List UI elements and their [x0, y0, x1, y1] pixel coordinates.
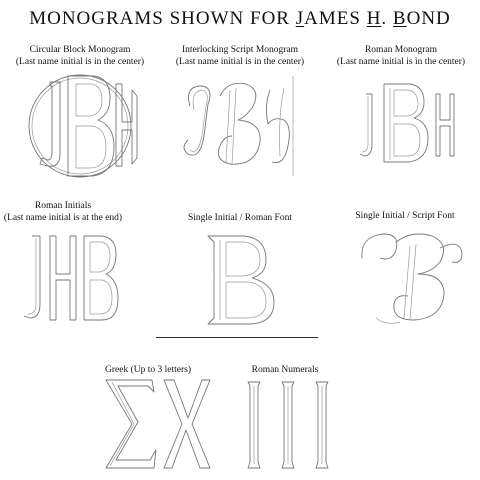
circular-block-monogram	[10, 74, 150, 178]
caption-roman-initials	[0, 200, 126, 224]
caption-roman-numerals-name: Roman Numerals	[251, 365, 319, 375]
roman-monogram	[358, 80, 458, 166]
caption-interlocking-script-name: Interlocking Script Monogram	[181, 45, 299, 55]
caption-single-script	[330, 210, 480, 222]
title-middle-rest: .	[381, 8, 393, 29]
title-last-rest: OND	[406, 8, 451, 29]
section-divider	[156, 337, 318, 338]
title-last-initial: B	[392, 8, 407, 29]
caption-roman-monogram-note: (Last name initial is in the center)	[336, 57, 466, 67]
caption-single-script-name: Single Initial / Script Font	[355, 211, 455, 221]
caption-single-roman-name: Single Initial / Roman Font	[188, 213, 292, 223]
caption-circular-block-name: Circular Block Monogram	[29, 45, 131, 55]
caption-interlocking-script	[160, 44, 320, 68]
title-first-rest: AMES	[304, 8, 367, 29]
single-roman-initial	[204, 232, 278, 326]
caption-single-roman	[160, 212, 320, 224]
roman-initials	[22, 234, 118, 324]
title-first-initial: J	[295, 8, 305, 29]
caption-circular-block	[0, 44, 160, 68]
caption-greek-name: Greek (Up to 3 letters)	[105, 365, 191, 375]
caption-interlocking-script-note: (Last name initial is in the center)	[175, 57, 305, 67]
caption-roman-numerals	[228, 364, 342, 376]
caption-roman-initials-note: (Last name initial is at the end)	[3, 213, 123, 223]
title-middle-initial: H	[366, 8, 382, 29]
caption-greek	[96, 364, 200, 376]
caption-roman-monogram	[322, 44, 480, 68]
title-prefix: MONOGRAMS SHOWN FOR	[29, 8, 296, 29]
interlocking-script-monogram	[180, 76, 300, 176]
caption-roman-monogram-name: Roman Monogram	[364, 45, 438, 55]
roman-numerals	[246, 380, 332, 470]
page-title	[0, 8, 480, 30]
caption-circular-block-note: (Last name initial is in the center)	[15, 57, 145, 67]
single-script-initial	[356, 228, 466, 328]
caption-roman-initials-name: Roman Initials	[34, 201, 92, 211]
greek-letters	[104, 378, 212, 470]
